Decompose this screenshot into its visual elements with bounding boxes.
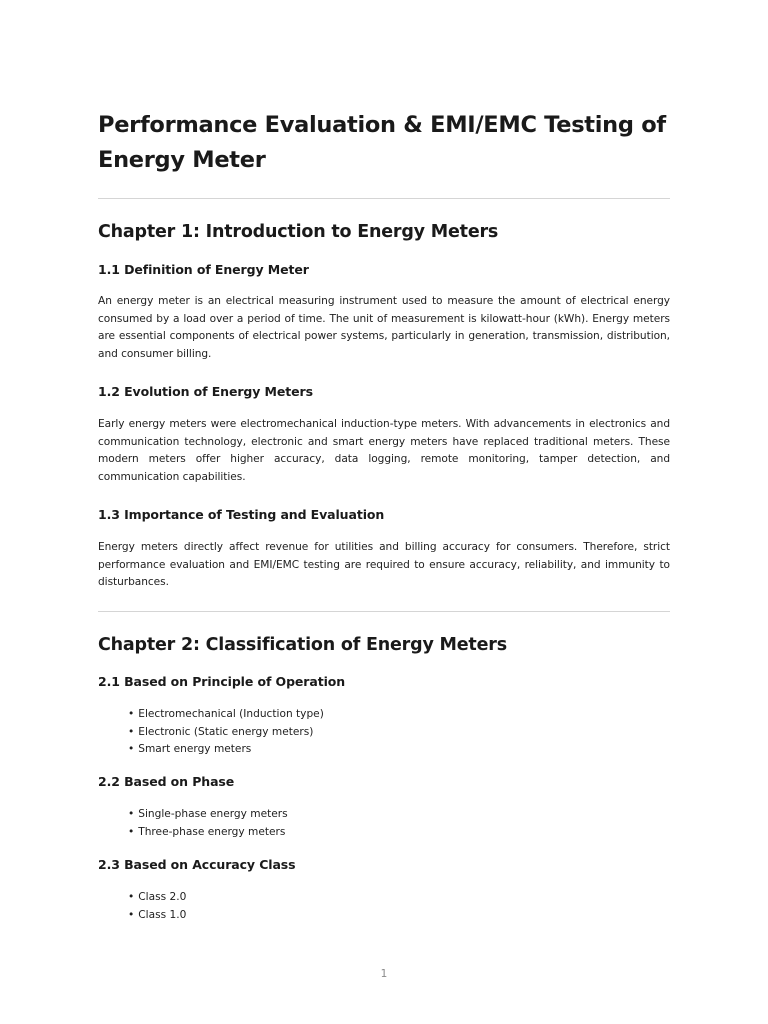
section-1-3-heading: 1.3 Importance of Testing and Evaluation	[98, 507, 385, 522]
section-1-1-heading: 1.1 Definition of Energy Meter	[98, 262, 309, 277]
chapter-divider	[98, 611, 670, 612]
chapter-2-heading: Chapter 2: Classification of Energy Meters	[98, 635, 507, 655]
bullet-icon: •	[128, 708, 135, 720]
bullet-icon: •	[128, 908, 135, 921]
bullet-icon: •	[128, 725, 135, 738]
document-title: Performance Evaluation & EMI/EMC Testing of Energy Meter	[98, 112, 666, 173]
title-divider	[98, 198, 670, 199]
bullet-icon: •	[128, 825, 135, 838]
section-1-3-body: Energy meters directly affect revenue for utilities and billing accuracy for consumers. Therefore, strict performance evaluation and EMI/EMC testing are required to ensure accuracy, reliability, and immunity to disturbances.	[98, 541, 670, 588]
bullet-icon: •	[128, 891, 135, 903]
section-2-2-list	[128, 806, 288, 841]
list-item: • Smart energy meters	[128, 743, 252, 755]
section-2-3-list	[128, 889, 186, 924]
chapter-1-heading: Chapter 1: Introduction to Energy Meters	[98, 222, 499, 242]
section-1-2-body: Early energy meters were electromechanical induction-type meters. With advancements in electronics and communication technology, electronic and smart energy meters have replaced traditional meters. These modern meters offer higher accuracy, data logging, remote monitoring, tamper detection, and communication capabilities.	[98, 418, 670, 483]
section-2-1-heading: 2.1 Based on Principle of Operation	[98, 674, 346, 689]
list-item: • Class 1.0	[128, 908, 187, 921]
bullet-icon: •	[128, 808, 135, 820]
list-item: • Electronic (Static energy meters)	[128, 725, 314, 738]
list-item: • Class 2.0	[128, 891, 187, 903]
list-item: • Single-phase energy meters	[128, 808, 288, 820]
bullet-icon: •	[128, 743, 135, 755]
page-number: 1	[380, 968, 388, 980]
section-2-3-heading: 2.3 Based on Accuracy Class	[98, 857, 296, 872]
section-1-2-heading: 1.2 Evolution of Energy Meters	[98, 384, 313, 399]
section-2-1-list	[128, 706, 324, 759]
list-item: • Three-phase energy meters	[128, 825, 286, 838]
list-item: • Electromechanical (Induction type)	[128, 708, 324, 720]
section-1-1-body: An energy meter is an electrical measuring instrument used to measure the amount of electrical energy consumed by a load over a period of time. The unit of measurement is kilowatt-hour (kWh). Energy meters are essential components of electrical power systems, particularly in generation, transmission, distribution, and consumer billing.	[98, 295, 670, 360]
section-2-2-heading: 2.2 Based on Phase	[98, 774, 235, 789]
